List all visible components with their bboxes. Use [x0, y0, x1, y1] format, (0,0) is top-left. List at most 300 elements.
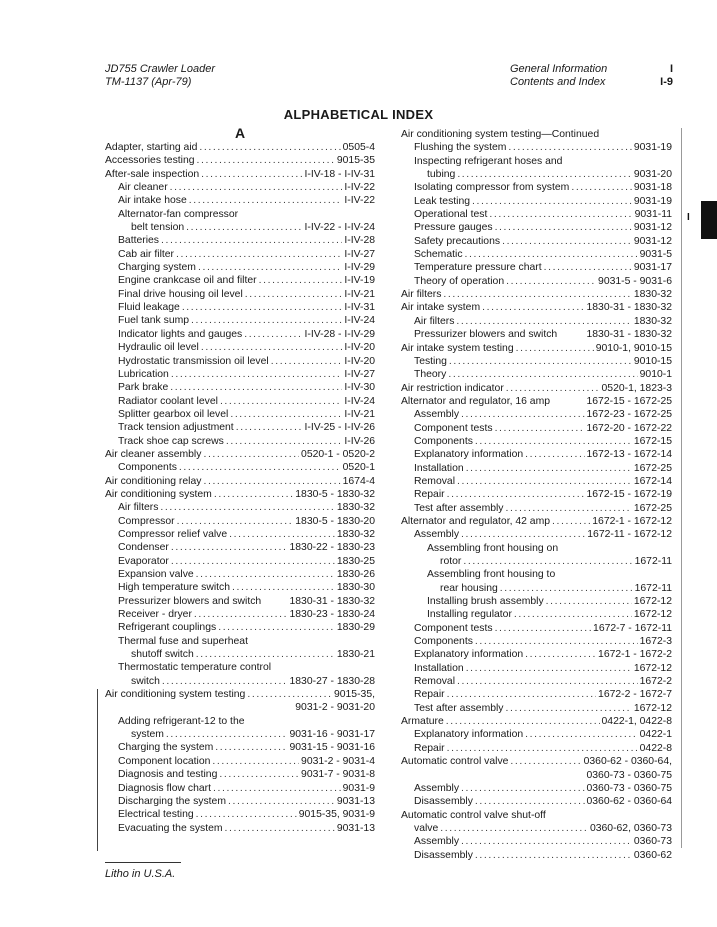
entry-page-ref: 1672-12	[633, 596, 672, 608]
entry-text: Temperature pressure chart	[414, 262, 542, 274]
index-entry	[401, 595, 672, 608]
entry-text: Alternator and regulator, 42 amp	[401, 515, 551, 527]
entry-page-ref: 1672-12	[633, 662, 672, 674]
dot-leader	[244, 328, 302, 341]
entry-text: Pressurizer blowers and switch	[414, 329, 558, 341]
entry-page-ref: 9031-19	[633, 142, 672, 154]
entry-text: Electrical testing	[118, 809, 194, 821]
dot-leader	[203, 475, 340, 488]
index-entry	[401, 542, 672, 555]
entry-text: Leak testing	[414, 195, 471, 207]
entry-text: Diagnosis flow chart	[118, 782, 211, 794]
index-entry	[105, 715, 375, 728]
dot-leader	[166, 728, 288, 741]
entry-text: Indicator lights and gauges	[118, 328, 243, 340]
entry-page-ref: 1672-14	[633, 475, 672, 487]
entry-text: Safety precautions	[414, 235, 501, 247]
dot-leader	[197, 154, 335, 167]
dot-leader	[482, 301, 584, 314]
index-entry	[105, 435, 375, 448]
section-letter: A	[234, 125, 246, 141]
entry-text: Explanatory information	[414, 449, 524, 461]
dot-leader	[212, 755, 299, 768]
entry-text: Air intake system	[401, 302, 481, 314]
entry-page-ref: I-IV-30	[344, 382, 375, 394]
index-entry	[401, 755, 672, 768]
entry-text: Final drive housing oil level	[118, 288, 243, 300]
entry-text: Disassembly	[414, 796, 473, 808]
dot-leader	[461, 782, 584, 795]
entry-text: Armature	[401, 716, 444, 728]
index-entry	[401, 769, 672, 782]
dot-leader	[171, 368, 343, 381]
entry-text: Air conditioning relay	[105, 475, 202, 487]
index-entry	[401, 608, 672, 621]
dot-leader	[199, 141, 340, 154]
entry-text: Track shoe cap screws	[118, 435, 224, 447]
entry-page-ref: 0360-62 - 0360-64,	[583, 756, 672, 768]
entry-page-ref: 1830-32	[633, 289, 672, 301]
dot-leader	[516, 342, 594, 355]
entry-page-ref: 9031-17	[633, 262, 672, 274]
dot-leader	[186, 221, 302, 234]
entry-text: Air conditioning system testing	[105, 689, 246, 701]
index-entry	[401, 141, 672, 154]
index-entry	[105, 621, 375, 634]
entry-text: Installation	[414, 462, 464, 474]
entry-page-ref: 1672-1 - 1672-12	[592, 515, 672, 527]
index-entry	[105, 168, 375, 181]
entry-text: Assembly	[414, 529, 460, 541]
entry-text: Expansion valve	[118, 569, 194, 580]
entry-page-ref: 1830-21	[336, 649, 375, 661]
index-entry	[105, 728, 375, 741]
dot-leader	[176, 248, 342, 261]
entry-text: Component tests	[414, 422, 493, 434]
index-entry	[105, 701, 375, 714]
page-title: ALPHABETICAL INDEX	[283, 107, 434, 122]
entry-page-ref: I-IV-22	[344, 182, 375, 194]
entry-page-ref: 9031-15 - 9031-16	[289, 742, 375, 754]
index-entry	[105, 314, 375, 327]
footer-rule	[105, 862, 181, 863]
entry-page-ref: 1830-32	[336, 528, 375, 540]
entry-page-ref: 1672-15 - 1672-25	[586, 395, 672, 407]
entry-page-ref: 1830-29	[336, 622, 375, 634]
dot-leader	[203, 448, 299, 461]
entry-page-ref: 9031-19	[633, 195, 672, 207]
dot-leader	[465, 248, 638, 261]
entry-text: Test after assembly	[414, 702, 504, 714]
entry-text: Schematic	[414, 249, 463, 261]
entry-text: Air restriction indicator	[401, 382, 504, 394]
entry-text: Alternator and regulator, 16 amp	[401, 395, 551, 407]
index-entry	[401, 822, 672, 835]
entry-page-ref: 9031-2 - 9031-20	[295, 702, 375, 714]
index-entry	[105, 301, 375, 314]
entry-page-ref: 9015-35,	[333, 689, 375, 701]
dot-leader	[525, 448, 584, 461]
entry-text: Automatic control valve	[401, 756, 509, 768]
index-entry	[105, 795, 375, 808]
dot-leader	[448, 368, 637, 381]
section-name: General Information	[510, 63, 608, 75]
index-entry	[105, 675, 375, 688]
entry-text: Automatic control valve shut-off	[401, 809, 546, 821]
entry-page-ref: 0360-73 - 0360-75	[586, 769, 672, 781]
entry-text: system	[131, 729, 164, 741]
entry-page-ref: I-IV-26	[344, 435, 375, 447]
entry-text: Accessories testing	[105, 155, 195, 167]
entry-page-ref: 1830-22 - 1830-23	[289, 542, 375, 554]
entry-text: Batteries	[118, 235, 160, 247]
index-entry	[105, 355, 375, 368]
dot-leader	[508, 141, 631, 154]
entry-page-ref: I-IV-20	[344, 342, 375, 354]
entry-text: Air cleaner assembly	[105, 448, 202, 460]
dot-leader	[230, 408, 342, 421]
entry-page-ref: 1672-11 - 1672-12	[587, 529, 672, 541]
dot-leader	[475, 635, 638, 648]
dot-leader	[506, 502, 632, 515]
entry-text: After-sale inspection	[105, 168, 200, 180]
entry-page-ref: 9031-13	[336, 795, 375, 807]
index-entry	[401, 475, 672, 488]
index-entry	[401, 408, 672, 421]
entry-page-ref: 9031-11	[634, 209, 672, 221]
entry-text: shutoff switch	[131, 649, 194, 661]
entry-page-ref: 1830-26	[336, 569, 375, 580]
dot-leader	[510, 755, 581, 768]
entry-page-ref: I-IV-24	[344, 315, 375, 327]
index-entry	[401, 742, 672, 755]
index-entry	[105, 475, 375, 488]
index-entry	[105, 328, 375, 341]
dot-leader	[495, 422, 585, 435]
dot-leader	[245, 288, 343, 301]
entry-text: Removal	[414, 475, 455, 487]
entry-text: Air intake hose	[118, 195, 187, 207]
index-entry	[401, 342, 672, 355]
index-entry	[401, 809, 672, 822]
index-entry	[401, 301, 672, 314]
index-entry	[401, 528, 672, 541]
index-entry	[401, 435, 672, 448]
index-entry	[105, 608, 375, 621]
dot-leader	[194, 608, 288, 621]
header-left	[105, 63, 215, 89]
index-entry	[105, 568, 375, 581]
dot-leader	[201, 168, 302, 181]
entry-page-ref: 9031-16 - 9031-17	[289, 729, 375, 741]
index-entry	[401, 368, 672, 381]
entry-text: Assembly	[414, 409, 460, 421]
index-entry	[401, 395, 672, 408]
dot-leader	[220, 395, 342, 408]
entry-page-ref: 1830-32	[336, 502, 375, 514]
dot-leader	[525, 648, 596, 661]
entry-page-ref: 9031-5	[639, 249, 672, 261]
entry-text: Refrigerant couplings	[118, 622, 217, 634]
entry-text: Repair	[414, 689, 445, 701]
dot-leader	[502, 235, 632, 248]
entry-text: Air conditioning system testing—Continued	[401, 129, 600, 140]
index-entry	[401, 622, 672, 635]
dot-leader	[170, 181, 343, 194]
index-entry	[401, 568, 672, 581]
entry-text: Compressor	[118, 515, 175, 527]
index-entry	[105, 501, 375, 514]
entry-text: Air filters	[401, 289, 442, 301]
entry-page-ref: 0520-1	[342, 462, 375, 474]
column-rule	[681, 128, 682, 848]
entry-page-ref: 1830-31 - 1830-32	[289, 595, 375, 607]
index-column-left	[105, 141, 375, 835]
entry-text: Pressure gauges	[414, 222, 493, 234]
index-entry	[401, 715, 672, 728]
entry-text: Air cleaner	[118, 182, 168, 194]
entry-text: Fluid leakage	[118, 302, 180, 314]
entry-page-ref: 0422-8	[639, 742, 672, 754]
entry-text: valve	[414, 822, 439, 834]
entry-text: Condenser	[118, 542, 169, 554]
entry-text: Flushing the system	[414, 142, 507, 154]
dot-leader	[196, 648, 335, 661]
dot-leader	[218, 621, 335, 634]
entry-text: Radiator coolant level	[118, 395, 218, 407]
dot-leader	[514, 608, 632, 621]
entry-page-ref: 1672-3	[639, 636, 672, 648]
dot-leader	[461, 408, 584, 421]
entry-text: Isolating compressor from system	[414, 182, 570, 194]
entry-text: Assembly	[414, 782, 460, 794]
entry-page-ref: I-IV-18 - I-IV-31	[304, 168, 375, 180]
entry-page-ref: 1830-5 - 1830-20	[295, 515, 375, 527]
dot-leader	[213, 782, 341, 795]
dot-leader	[546, 595, 632, 608]
dot-leader	[236, 421, 303, 434]
dot-leader	[495, 622, 591, 635]
entry-page-ref: 9031-7 - 9031-8	[301, 769, 375, 781]
entry-page-ref: 1672-13 - 1672-14	[586, 449, 672, 461]
entry-page-ref: I-IV-27	[344, 248, 375, 260]
index-entry	[105, 421, 375, 434]
entry-page-ref: 1672-11	[634, 556, 672, 567]
entry-text: Air intake system testing	[401, 342, 514, 354]
entry-page-ref: 1672-20 - 1672-22	[586, 422, 672, 434]
dot-leader	[196, 808, 297, 821]
revision-bar	[97, 689, 98, 851]
dot-leader	[472, 195, 632, 208]
entry-text: Lubrication	[118, 368, 169, 380]
header-right	[510, 63, 673, 89]
entry-page-ref: 0520-1, 1823-3	[601, 382, 672, 394]
entry-page-ref: 9031-12	[633, 235, 672, 247]
entry-page-ref: 1672-2 - 1672-7	[598, 689, 672, 701]
entry-text: Thermal fuse and superheat	[118, 635, 248, 647]
dot-leader	[457, 168, 632, 181]
dot-leader	[160, 501, 334, 514]
entry-text: Inspecting refrigerant hoses and	[414, 155, 563, 167]
dot-leader	[162, 675, 288, 688]
index-entry	[401, 728, 672, 741]
dot-leader	[466, 462, 632, 475]
dot-leader	[201, 341, 343, 354]
index-entry	[105, 274, 375, 287]
entry-page-ref: 1672-25	[633, 502, 672, 514]
entry-page-ref: I-IV-31	[344, 302, 375, 314]
entry-page-ref: 0505-4	[342, 142, 375, 153]
dot-leader	[506, 382, 600, 395]
index-entry	[105, 408, 375, 421]
entry-page-ref: 0360-62, 0360-73	[589, 822, 672, 834]
index-entry	[105, 648, 375, 661]
entry-page-ref: I-IV-28	[344, 235, 375, 247]
index-entry	[105, 341, 375, 354]
entry-text: Thermostatic temperature control	[118, 662, 272, 674]
dot-leader	[182, 301, 343, 314]
index-entry	[105, 194, 375, 207]
index-entry	[401, 702, 672, 715]
entry-text: Cab air filter	[118, 248, 175, 260]
index-entry	[105, 221, 375, 234]
dot-leader	[475, 435, 632, 448]
dot-leader	[544, 261, 632, 274]
index-column-right	[401, 128, 672, 862]
dot-leader	[475, 795, 585, 808]
entry-page-ref: I-IV-27	[344, 368, 375, 380]
dot-leader	[232, 581, 335, 594]
dot-leader	[177, 515, 294, 528]
entry-text: High temperature switch	[118, 582, 231, 594]
entry-text: Assembling front housing on	[427, 542, 559, 554]
entry-text: Repair	[414, 742, 445, 754]
index-entry	[105, 381, 375, 394]
index-entry	[105, 261, 375, 274]
index-entry	[105, 234, 375, 247]
dot-leader	[447, 742, 638, 755]
dot-leader	[229, 528, 335, 541]
dot-leader	[189, 194, 343, 207]
index-entry	[105, 288, 375, 301]
index-entry	[401, 488, 672, 501]
entry-page-ref: 0520-1 - 0520-2	[301, 448, 375, 460]
index-entry	[105, 395, 375, 408]
dot-leader	[196, 568, 335, 581]
dot-leader	[226, 435, 343, 448]
dot-leader	[447, 488, 585, 501]
entry-page-ref: 1830-23 - 1830-24	[289, 609, 375, 621]
index-entry	[401, 782, 672, 795]
section-tab	[687, 201, 717, 239]
entry-text: Fuel tank sump	[118, 315, 190, 327]
dot-leader	[552, 515, 590, 528]
subsection-name: Contents and Index	[510, 76, 606, 88]
index-entry	[105, 461, 375, 474]
footer-text: Litho in U.S.A.	[105, 868, 176, 880]
dot-leader	[463, 555, 632, 568]
index-entry	[105, 741, 375, 754]
entry-text: Track tension adjustment	[118, 422, 234, 434]
dot-leader	[506, 702, 632, 715]
entry-page-ref: 0360-73 - 0360-75	[586, 782, 672, 794]
index-entry	[105, 768, 375, 781]
entry-text: Installing regulator	[427, 609, 512, 621]
entry-page-ref: 0360-73	[633, 836, 672, 848]
entry-text: Air filters	[118, 502, 159, 514]
entry-page-ref: I-IV-22 - I-IV-24	[304, 222, 375, 234]
entry-text: Operational test	[414, 209, 488, 221]
dot-leader	[440, 822, 588, 835]
entry-text: Compressor relief valve	[118, 528, 228, 540]
index-entry	[105, 488, 375, 501]
entry-text: Repair	[414, 489, 445, 501]
index-entry	[401, 662, 672, 675]
entry-page-ref: 1672-15	[633, 435, 672, 447]
dot-leader	[446, 715, 600, 728]
entry-text: Theory	[414, 369, 447, 381]
entry-page-ref: 9031-13	[336, 822, 375, 834]
entry-text: Component location	[118, 755, 211, 767]
entry-text: Adapter, starting aid	[105, 142, 198, 153]
entry-page-ref: 1830-31 - 1830-32	[586, 329, 672, 341]
entry-text: tubing	[427, 169, 456, 181]
index-entry	[401, 448, 672, 461]
index-entry	[401, 181, 672, 194]
index-entry	[105, 448, 375, 461]
entry-text: Theory of operation	[414, 275, 505, 287]
entry-text: Adding refrigerant-12 to the	[118, 715, 245, 727]
index-entry	[401, 168, 672, 181]
entry-text: Hydraulic oil level	[118, 342, 199, 354]
index-entry	[105, 208, 375, 221]
entry-page-ref: 9010-1	[639, 369, 672, 381]
entry-page-ref: 1830-31 - 1830-32	[586, 302, 672, 314]
dot-leader	[500, 582, 633, 595]
entry-page-ref: 1672-7 - 1672-11	[593, 622, 672, 634]
entry-text: Assembling front housing to	[427, 569, 556, 581]
entry-text: Explanatory information	[414, 649, 524, 661]
entry-text: Explanatory information	[414, 729, 524, 741]
dot-leader	[506, 275, 596, 288]
index-entry	[401, 849, 672, 862]
dot-leader	[475, 849, 632, 862]
entry-text: belt tension	[131, 222, 185, 234]
index-entry	[105, 808, 375, 821]
entry-page-ref: 0422-1, 0422-8	[601, 716, 672, 728]
index-entry	[401, 555, 672, 568]
index-entry	[105, 595, 375, 608]
dot-leader	[443, 288, 631, 301]
entry-page-ref: 1672-12	[633, 702, 672, 714]
entry-text: Park brake	[118, 382, 169, 394]
dot-leader	[461, 835, 632, 848]
entry-text: Components	[414, 435, 473, 447]
entry-page-ref: 9015-35	[336, 155, 375, 167]
index-entry	[105, 755, 375, 768]
dot-leader	[457, 675, 638, 688]
index-entry	[401, 582, 672, 595]
manual-title: JD755 Crawler Loader	[105, 63, 216, 75]
entry-text: Test after assembly	[414, 502, 504, 514]
entry-page-ref: 1672-25	[633, 462, 672, 474]
entry-page-ref: 1672-1 - 1672-2	[598, 649, 672, 661]
entry-page-ref: 1830-32	[633, 315, 672, 327]
entry-page-ref: 1830-5 - 1830-32	[295, 488, 375, 500]
index-entry	[105, 688, 375, 701]
dot-leader	[271, 355, 343, 368]
index-entry	[105, 528, 375, 541]
